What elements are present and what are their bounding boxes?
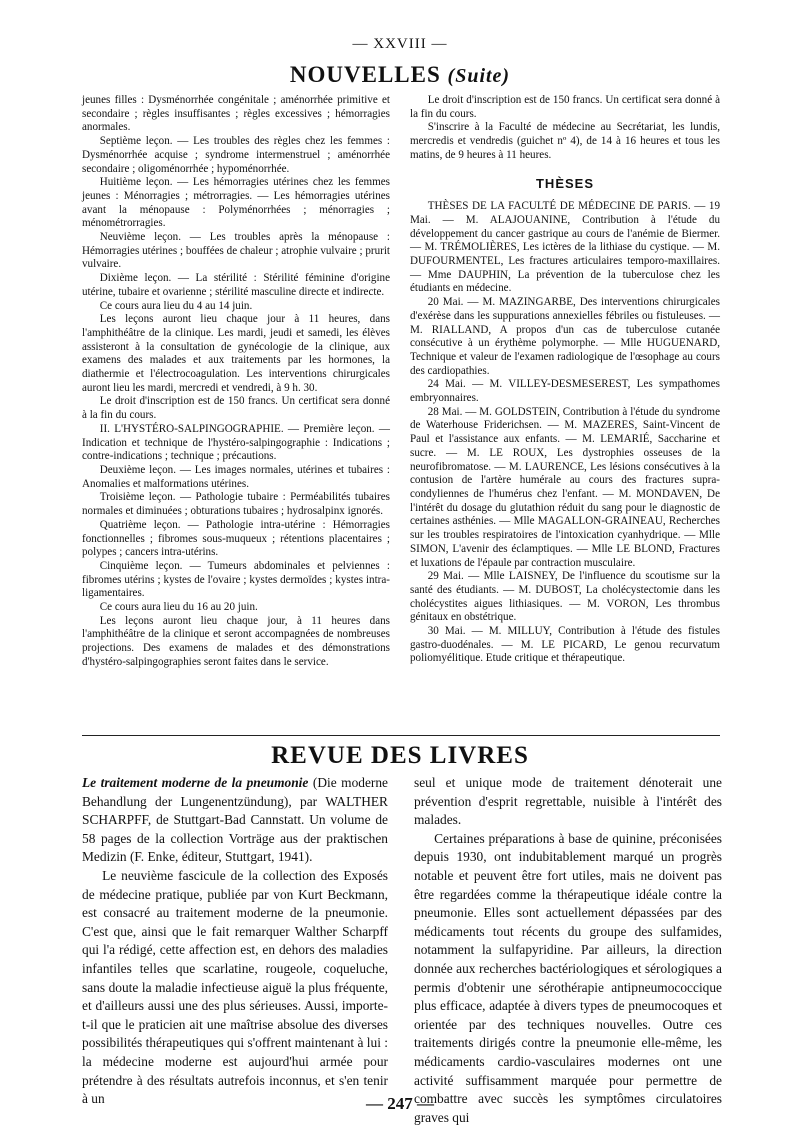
right-column — [410, 94, 720, 666]
section-heading — [0, 62, 800, 88]
paragraph: II. L'HYSTÉRO-SALPINGOGRAPHIE. — Première leçon. — Indication et technique de l'hystéro-salpingographie : Indications ; contre-indications ; technique ; précautions. — [82, 422, 390, 463]
review-left-column — [82, 774, 388, 1109]
theses-entry: 29 Mai. — Mlle LAISNEY, De l'influence du scoutisme sur la santé des étudiants. — M. DUBOST, La cholécystectomie dans les cholécystites aigues lithiasiques. — M. VORON, Les thrombus génitaux en obstétrique. — [410, 570, 720, 624]
paragraph: Troisième leçon. — Pathologie tubaire : Perméabilités tubaires normales et diminuées ; obturations tubaires ; hydrosalpinx ignorés. — [82, 491, 390, 518]
paragraph: S'inscrire à la Faculté de médecine au Secrétariat, les lundis, mercredis et vendredis (guichet nº 4), de 14 à 16 heures et tous les matins, de 9 heures à 11 heures. — [410, 121, 720, 161]
paragraph: Certaines préparations à base de quinine, préconisées depuis 1930, ont indubitablement marqué un progrès notable et peuvent être fort utiles, mais ne doivent pas être regardées comme la thérapeutique idéale contre la pneumonie. Elles sont actuellement dépassées par des médicaments tout récents du groupe des sulfamides, notamment la sulfapyridine. Par ailleurs, la direction donnée aux recherches bactériologiques et sérologiques a permis d'obtenir une sérothérapie antipneumococcique plus efficace, adaptée à divers types de pneumocoques et orientée par des techniques nouvelles. Outre ces traitements dirigés contre la pneumonie elle-même, les médicaments cardio-vasculaires modernes ont une activité suffisamment marquée pour permettre de combattre avec succès les symptômes circulatoires graves qui — [414, 830, 722, 1125]
section-title: NOUVELLES — [289, 62, 441, 87]
paragraph: Le droit d'inscription est de 150 francs. Un certificat sera donné à la fin du cours. — [410, 94, 720, 120]
theses-entry: THÈSES DE LA FACULTÉ DE MÉDECINE DE PARIS. — 19 Mai. — M. ALAJOUANINE, Contribution à l'étude du développement du cancer gastrique au cours de l'anémie de Biermer. — M. TRÉMOLIÈRES, Les ictères de la lithiase du cystique. — M. DUFOURMENTEL, Les fractures articulaires temporo-maxillaires. — Mme DAUPHIN, La prévention de la tuberculose chez les étudiants en médecine. — [410, 200, 720, 295]
book-title: Le traitement moderne de la pneumonie — [82, 775, 309, 790]
page-roman-number: — XXVIII — — [352, 36, 448, 52]
paragraph: Deuxième leçon. — Les images normales, utérines et tubaires : Anomalies et malformations utérines. — [82, 463, 390, 490]
paragraph: jeunes filles : Dysménorrhée congénitale ; aménorrhée primitive et secondaire ; règles insuffisantes ; règles excessives ; hémorragies anormales. — [82, 94, 390, 134]
theses-entry: 28 Mai. — M. GOLDSTEIN, Contribution à l'étude du syndrome de Waterhouse Friderichsen. — M. MAZERES, Saint-Vincent de Paul et l'assistance aux enfants. — M. LEMARIÉ, Saccharine et sucre. — M. LE ROUX, Les dystrophies osseuses de la neurofibromatose. — M. LAURENCE, Les lésions consécutives à la contusion de l'artère humérale au cours des fractures supra-condyliennes de l'humérus chez l'enfant. — M. MONDAVEN, De l'intérêt du dosage du glutathion réduit du sang pour le diagnostic de certaines asthénies. — Mlle MAGALLON-GRAINEAU, Recherches sur les troubles respiratoires de l'intoxication cyanhydrique. — Mlle SIMON, L'avenir des éclamptiques. — Mlle LE BLOND, Fractures et luxations de l'épaule par contraction musculaire. — [410, 405, 720, 569]
paragraph: Les leçons auront lieu chaque jour à 11 heures, dans l'amphithéâtre de la clinique. Les mardi, jeudi et samedi, les élèves assisteront à la consultation de gynécologie de la clinique, aux examens des malades et aux traitements par les hormones, la diathermie et l'électrocoagulation. Les interventions chirurgicales auront lieu les mardi, mercredi et vendredi, à 9 h. 30. — [82, 313, 390, 394]
paragraph: Ce cours aura lieu du 16 au 20 juin. — [99, 601, 258, 614]
page-number: — 247 — — [366, 1094, 434, 1113]
paragraph: Septième leçon. — Les troubles des règles chez les femmes : Dysménorrhée acquise ; syndrome intermenstruel ; aménorrhée secondaire ; oligoménorrhée ; hypoménorrhée. — [82, 135, 390, 175]
paragraph: Le neuvième fascicule de la collection des Exposés de médecine pratique, publiée par von Kurt Beckmann, est consacré au traitement moderne de la pneumonie. C'est que, ainsi que le fait remarquer Walther Scharpff qui l'a rédigé, cette affection est, en dehors des maladies infantiles telles que scarlatine, rougeole, coqueluche, sans doute la maladie infectieuse aiguë la plus fréquente, et d'ailleurs aussi une des plus sérieuses. Aussi, importe-t-il que le praticien ait une maîtrise absolue des diverses possibilités thérapeutiques qui s'offrent maintenant à lui : la médecine moderne est aujourd'hui armée pour prétendre à des résultats autrefois inconnus, et s'en tenir à un — [82, 867, 388, 1107]
paragraph: Huitième leçon. — Les hémorragies utérines chez les femmes jeunes : Ménorragies ; métrorragies. — Les hémorragies utérines avant la ménopause : Polyménorrhées ; ménorragies ; ménométrorragies. — [82, 176, 390, 230]
book-bibliographic: (Die moderne Behandlung der Lungenentzündung), par WALTHER SCHARPFF, de Stuttgart-Bad Cannstatt. Un volume de 58 pages de la collection Vorträge aus der praktischen Medizin (F. Enke, éditeur, Stuttgart, 1941). — [82, 775, 389, 865]
paragraph: Le droit d'inscription est de 150 francs. Un certificat sera donné à la fin du cours. — [82, 395, 390, 422]
paragraph: Dixième leçon. — La stérilité : Stérilité féminine d'origine utérine, tubaire et ovarienne ; stérilité masculine directe et indirecte. — [82, 272, 390, 298]
paragraph: Neuvième leçon. — Les troubles après la ménopause : Hémorragies utérines ; bouffées de chaleur ; atrophie vulvaire ; prurit vulvaire. — [82, 231, 390, 271]
left-column — [82, 94, 390, 670]
theses-entry: 24 Mai. — M. VILLEY-DESMESEREST, Les sympathomes embryonnaires. — [410, 378, 720, 405]
paragraph: seul et unique mode de traitement dénoterait une prévention d'esprit regrettable, nuisible à l'intérêt des malades. — [414, 775, 722, 828]
theses-entry: 30 Mai. — M. MILLUY, Contribution à l'étude des fistules gastro-duodénales. — M. LE PICARD, Le genou recurvatum poliomyélitique. Etude critique et thérapeutique. — [410, 625, 720, 665]
paragraph: Quatrième leçon. — Pathologie intra-utérine : Hémorragies fonctionnelles ; fibromes sous-muqueux ; rétentions placentaires ; polypes ; cancers intra-utérins. — [82, 518, 390, 559]
paragraph: Ce cours aura lieu du 4 au 14 juin. — [99, 299, 253, 312]
theses-entry: 20 Mai. — M. MAZINGARBE, Des interventions chirurgicales d'exérèse dans les suppurations annexielles fébriles ou fistuleuses. — M. RIALLAND, A propos d'un cas de tuberculose cutanée consécutive à un érythème polymorphe. — Mlle HUGUENARD, Technique et valeur de l'examen radiologique de l'œsophage au cours des cardiopathies. — [410, 296, 720, 377]
revue-heading: REVUE DES LIVRES — [271, 742, 529, 769]
theses-heading: THÈSES — [535, 175, 594, 191]
section-divider — [82, 735, 720, 736]
paragraph: Les leçons auront lieu chaque jour, à 11 heures dans l'amphithéâtre de la clinique et seront accompagnées de nombreuses projections. Des examens de malades et des démonstrations d'hystéro-salpingographies seront faites dans le service. — [82, 614, 390, 668]
review-right-column — [414, 774, 722, 1127]
book-citation — [82, 774, 388, 867]
paragraph: Cinquième leçon. — Tumeurs abdominales et pelviennes : fibromes utérins ; kystes de l'ovaire ; kystes dermoïdes ; kystes intra-ligamentaires. — [82, 559, 390, 600]
section-suffix: (Suite) — [447, 65, 511, 87]
